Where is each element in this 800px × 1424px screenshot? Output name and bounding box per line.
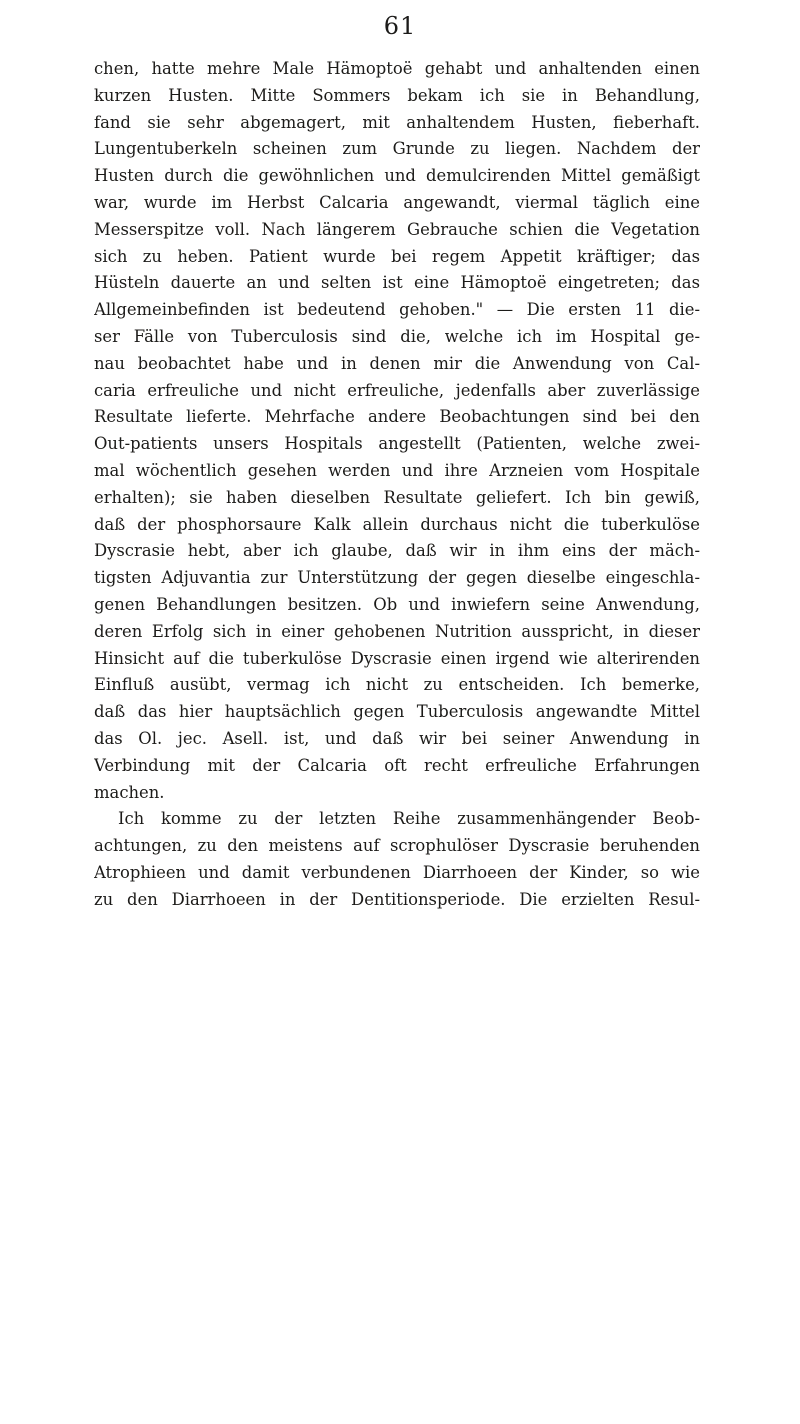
text-line: sich zu heben. Patient wurde bei regem Appetit kräftiger; das (94, 246, 700, 266)
text-line: Allgemeinbefinden ist bedeutend gehoben." — Die ersten 11 die- (94, 300, 700, 320)
text-line: Atrophieen und damit verbundenen Diarrhoeen der Kinder, so wie (94, 862, 700, 882)
text-line: Lungentuberkeln scheinen zum Grunde zu liegen. Nachdem der (94, 139, 700, 159)
text-line: Verbindung mit der Calcaria oft recht erfreuliche Erfahrungen (94, 755, 700, 775)
text-line: war, wurde im Herbst Calcaria angewandt, viermal täglich eine (94, 192, 700, 212)
text-line: Messerspitze voll. Nach längerem Gebrauche schien die Vegetation (94, 219, 700, 239)
paragraph-2 (94, 806, 700, 913)
text-line: caria erfreuliche und nicht erfreuliche, jedenfalls aber zuverlässige (94, 380, 700, 400)
text-line: erhalten); sie haben dieselben Resultate geliefert. Ich bin gewiß, (94, 487, 700, 507)
text-line: tigsten Adjuvantia zur Unterstützung der gegen dieselbe eingeschla- (94, 568, 700, 588)
text-line: mal wöchentlich gesehen werden und ihre Arzneien vom Hospitale (94, 460, 700, 480)
text-line: Einfluß ausübt, vermag ich nicht zu entscheiden. Ich bemerke, (94, 675, 700, 695)
text-line: Ich komme zu der letzten Reihe zusammenhängender Beob- (118, 809, 700, 829)
text-line: genen Behandlungen besitzen. Ob und inwiefern seine Anwendung, (94, 594, 700, 614)
text-line: daß der phosphorsaure Kalk allein durchaus nicht die tuberkulöse (94, 514, 700, 534)
text-line: Out-patients unsers Hospitals angestellt (Patienten, welche zwei- (94, 434, 700, 454)
text-line: Resultate lieferte. Mehrfache andere Beobachtungen sind bei den (94, 407, 700, 427)
text-line: Hüsteln dauerte an und selten ist eine Hämoptoë eingetreten; das (94, 273, 700, 293)
text-line: Husten durch die gewöhnlichen und demulcirenden Mittel gemäßigt (94, 166, 700, 186)
text-line: das Ol. jec. Asell. ist, und daß wir bei seiner Anwendung in (94, 728, 700, 748)
text-line: deren Erfolg sich in einer gehobenen Nutrition ausspricht, in dieser (94, 621, 700, 641)
text-line: Dyscrasie hebt, aber ich glaube, daß wir in ihm eins der mäch- (94, 541, 700, 561)
text-line: daß das hier hauptsächlich gegen Tuberculosis angewandte Mittel (94, 702, 700, 722)
page-number: 61 (383, 12, 417, 40)
text-line: achtungen, zu den meistens auf scrophulöser Dyscrasie beruhenden (94, 836, 700, 856)
text-line: Hinsicht auf die tuberkulöse Dyscrasie einen irgend wie alterirenden (94, 648, 700, 668)
text-line: fand sie sehr abgemagert, mit anhaltendem Husten, fieberhaft. (94, 112, 700, 132)
paragraph-1 (94, 56, 700, 806)
text-line: chen, hatte mehre Male Hämoptoë gehabt und anhaltenden einen (94, 59, 700, 78)
body-text (94, 56, 700, 914)
text-line: machen. (94, 782, 165, 802)
text-line: ser Fälle von Tuberculosis sind die, welche ich im Hospital ge- (94, 326, 700, 346)
text-line: nau beobachtet habe und in denen mir die Anwendung von Cal- (94, 353, 700, 373)
text-line: kurzen Husten. Mitte Sommers bekam ich sie in Behandlung, (94, 85, 700, 105)
text-line: zu den Diarrhoeen in der Dentitionsperiode. Die erzielten Resul- (94, 889, 700, 909)
